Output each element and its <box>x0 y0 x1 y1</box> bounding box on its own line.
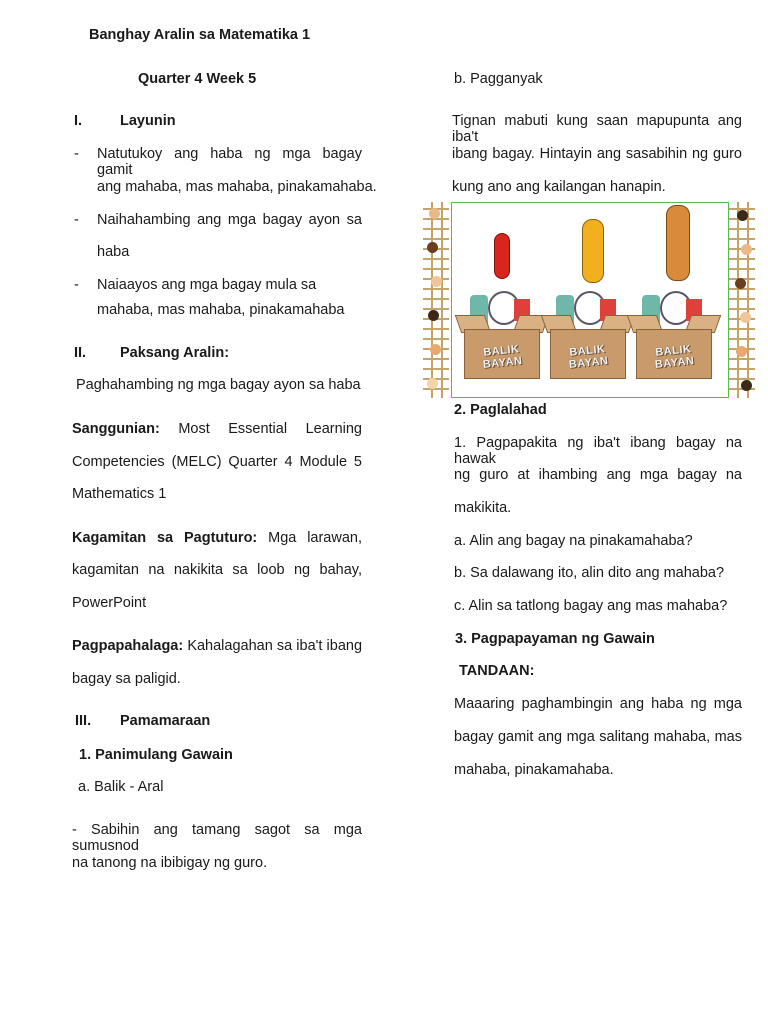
sabihin-line2: na tanong na ibibigay ng guro. <box>72 855 268 871</box>
objective-3-line2: mahaba, mas mahaba, pinakamahaba <box>97 302 345 318</box>
bullet-dash: - <box>74 212 79 228</box>
child-face-icon <box>741 380 752 391</box>
tignan-line2: ibang bagay. Hintayin ang sasabihin ng guro <box>452 146 742 162</box>
left-border-decoration <box>423 202 449 398</box>
paglalahad-heading: 2. Paglalahad <box>454 402 547 418</box>
pagpapahalaga-label: Pagpapahalaga: <box>72 638 184 654</box>
pagpapahalaga-line1 <box>72 638 362 654</box>
bullet-dash: - <box>74 146 79 162</box>
section-2-number: II. <box>74 345 87 361</box>
child-face-icon <box>740 312 751 323</box>
child-face-icon <box>428 310 439 321</box>
kagamitan-line2: kagamitan na nakikita sa loob ng bahay, <box>72 562 362 578</box>
kagamitan-label: Kagamitan sa Pagtuturo: <box>72 530 258 546</box>
pagpapahalaga-text: Kahalagahan sa iba't ibang <box>187 638 363 654</box>
lesson-plan-title: Banghay Aralin sa Matematika 1 <box>89 27 311 43</box>
pagpapahalaga-line2: bagay sa paligid. <box>72 671 181 687</box>
child-face-icon <box>430 344 441 355</box>
sanggunian-line3: Mathematics 1 <box>72 486 167 502</box>
panimulang-gawain-heading: 1. Panimulang Gawain <box>79 747 233 763</box>
pagpapakita-line3: makikita. <box>454 500 512 516</box>
section-3-number: III. <box>75 713 92 729</box>
bullet-dash: - <box>74 277 79 293</box>
section-1-number: I. <box>74 113 83 129</box>
kagamitan-line1 <box>72 530 362 546</box>
kagamitan-line3: PowerPoint <box>72 595 147 611</box>
maaaring-line3: mahaba, pinakamahaba. <box>454 762 614 778</box>
child-face-icon <box>735 278 746 289</box>
section-3-title: Pamamaraan <box>120 713 211 729</box>
sanggunian-line2: Competencies (MELC) Quarter 4 Module 5 <box>72 454 362 470</box>
child-face-icon <box>429 208 440 219</box>
tignan-line3: kung ano ang kailangan hanapin. <box>452 179 666 195</box>
maaaring-line2: bagay gamit ang mga salitang mahaba, mas <box>454 729 742 745</box>
balikbayan-boxes-illustration <box>423 202 757 398</box>
child-face-icon <box>741 244 752 255</box>
topic-text: Paghahambing ng mga bagay ayon sa haba <box>76 377 361 393</box>
pagpapakita-line1: 1. Pagpapakita ng iba't ibang bagay na hawak <box>454 435 742 467</box>
objective-3-line1: Naiaayos ang mga bagay mula sa <box>97 277 317 293</box>
long-bottle-icon <box>666 205 690 281</box>
balikbayan-box <box>550 315 626 379</box>
question-c: c. Alin sa tatlong bagay ang mas mahaba? <box>454 598 728 614</box>
objective-2-line2: haba <box>97 244 130 260</box>
tandaan-heading: TANDAAN: <box>459 663 535 679</box>
pagpapayaman-heading: 3. Pagpapayaman ng Gawain <box>455 631 655 647</box>
sanggunian-line1 <box>72 421 362 437</box>
right-border-decoration <box>729 202 755 398</box>
box-label: BALIK BAYAN <box>482 343 523 372</box>
child-face-icon <box>427 242 438 253</box>
child-face-icon <box>736 346 747 357</box>
medium-bottle-icon <box>582 219 604 283</box>
balikbayan-box <box>464 315 540 379</box>
picture-frame <box>451 202 729 398</box>
objective-2-line1: Naihahambing ang mga bagay ayon sa <box>97 212 362 228</box>
tignan-line1: Tignan mabuti kung saan mapupunta ang iba't <box>452 113 742 145</box>
pagpapakita-line2: ng guro at ihambing ang mga bagay na <box>454 467 742 483</box>
question-a: a. Alin ang bagay na pinakamahaba? <box>454 533 693 549</box>
pagganyak-heading: b. Pagganyak <box>454 71 543 87</box>
balikbayan-box <box>636 315 712 379</box>
box-label: BALIK BAYAN <box>654 343 695 372</box>
box-label: BALIK BAYAN <box>568 343 609 372</box>
section-1-title: Layunin <box>120 113 176 129</box>
kagamitan-text: Mga larawan, <box>268 530 362 546</box>
section-2-title: Paksang Aralin: <box>120 345 230 361</box>
objective-1-line2: ang mahaba, mas mahaba, pinakamahaba. <box>97 179 377 195</box>
balik-aral-text: a. Balik - Aral <box>78 779 164 795</box>
maaaring-line1: Maaaring paghambingin ang haba ng mga <box>454 696 742 712</box>
objective-1-line1: Natutukoy ang haba ng mga bagay gamit <box>97 146 362 178</box>
child-face-icon <box>431 276 442 287</box>
child-face-icon <box>427 378 438 389</box>
sanggunian-label: Sanggunian: <box>72 421 160 437</box>
sanggunian-text: Most Essential Learning <box>178 421 362 437</box>
sabihin-line1: - Sabihin ang tamang sagot sa mga sumusnod <box>72 822 362 854</box>
quarter-week: Quarter 4 Week 5 <box>138 71 257 87</box>
short-bottle-icon <box>494 233 510 279</box>
question-b: b. Sa dalawang ito, alin dito ang mahaba? <box>454 565 725 581</box>
child-face-icon <box>737 210 748 221</box>
